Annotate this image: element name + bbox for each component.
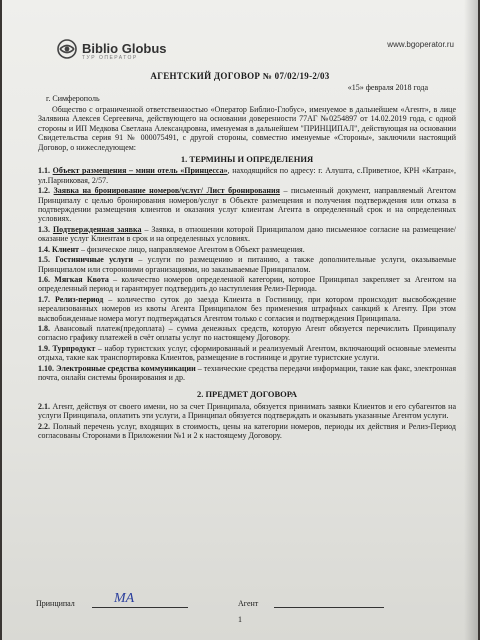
definition-text: Авансовый платеж(предоплата) – сумма денежных средств, которую Агент обязуется перечислить Принципалу согласно графику платежей в счёт оплаты услуг по настоящему Договору. — [38, 323, 456, 343]
definition-number: 1.5. — [38, 255, 50, 265]
definition-text: , находящийся по адресу: г. Алушта, с.Приветное, КРН «Катран», ул.Парниковая, 2/57. — [38, 166, 457, 185]
document-city: г. Симферополь — [46, 94, 100, 103]
document-body — [38, 105, 456, 441]
definition-text: – Заявка, в отношении которой Принципалом дано письменное согласие на размещение/оказание услуг Клиентам в срок и на определенных условиях. — [38, 224, 456, 244]
definition-number: 1.6. — [38, 274, 50, 284]
agent-label: Агент — [238, 599, 259, 608]
clause-text: Агент, действуя от своего имени, но за счет Принципала, обязуется принимать заявки Клиентов и его субагентов на услуги Принципала, оплатить эти услуги, а Принципал обязуется подтверждать и оказывать указанные Агентом услуги. — [38, 401, 456, 421]
page-number: 1 — [238, 615, 242, 624]
definition-text: – количество суток до заезда Клиента в Гостиницу, при котором происходит высвобождение нереализованных номеров из квоты Агента Принципалом без применения штрафных санкций к Агенту. При этом высвобожденные номера могут подтверждаться Агентом только с согласия и подтверждения Принципала. — [38, 294, 457, 323]
globe-logo-icon — [56, 38, 78, 65]
company-logo — [56, 38, 167, 65]
definition-term: Мягкая Квота — [54, 274, 109, 284]
logo-name: Biblio Globus — [82, 40, 167, 56]
definition-1-7 — [38, 295, 456, 323]
definition-1-8 — [38, 324, 456, 343]
definition-term: Заявка на бронирование номеров/услуг/ Лист бронирования — [53, 186, 280, 196]
clause-2-1 — [38, 402, 456, 421]
definition-term: Гостиничные услуги — [55, 255, 134, 265]
definition-text: – физическое лицо, направляемое Агентом в Объект размещения. — [79, 244, 305, 254]
document-title: АГЕНТСКИЙ ДОГОВОР № 07/02/19-2/03 — [150, 71, 330, 81]
definition-term: Клиент — [52, 244, 79, 254]
definition-term: Подтвержденная заявка — [52, 224, 142, 234]
clause-number: 2.2. — [38, 421, 50, 431]
definition-number: 1.1. — [38, 166, 50, 176]
clause-number: 2.1. — [38, 401, 50, 411]
definition-number: 1.10. — [38, 363, 54, 373]
definition-term: Объект размещения – мини отель «Принцесса» — [52, 166, 228, 176]
definition-text: – технические средства передачи информации, такие как факс, электронная почта, онлайн системы бронирования и др. — [38, 363, 456, 382]
definition-1-10 — [38, 364, 456, 383]
definition-1-6 — [38, 275, 456, 294]
website-url: www.bgoperator.ru — [387, 40, 454, 49]
principal-signature-line — [92, 607, 188, 608]
definition-1-3 — [38, 225, 456, 244]
letterhead — [46, 38, 456, 62]
definition-1-2 — [38, 186, 456, 224]
clause-text: Полный перечень услуг, входящих в стоимость, цены на категории номеров, периоды их действия и Релиз-Период согласованы Сторонами в Приложении №1 и 2 к настоящему Договору. — [38, 421, 456, 440]
definition-term: Электронные средства коммуникации — [56, 363, 196, 373]
clause-2-2 — [38, 422, 456, 441]
page-shadow — [464, 0, 478, 640]
definition-text: – письменный документ, направляемый Агентом Принципалу с целью бронирования номеров/услуг в Объекте размещения и получения подтверждения или отказа в подтверждении размещения клиентов и оказания услуг клиентам Агента в определенный срок и на определенных условиях. — [38, 186, 456, 224]
intro-paragraph: Общество с ограниченной ответственностью «Оператор Библио-Глобус», именуемое в дальнейшем «Агент», в лице Залявина Алексея Сергеевича, действующего на основании доверенности 77АГ №0254897 от 14.02.2019 года, с одной стороны и ИП Медкова Светлана Александровна, именуемая в дальнейшем "ПРИНЦИПАЛ", действующая на основании Свидетельства серия 91 № 000075491, с другой стороны, совместно именуемые «Стороны», заключили настоящий Договор, о нижеследующем: — [38, 105, 456, 152]
definition-number: 1.2. — [38, 186, 50, 196]
logo-subtitle: ТУР ОПЕРАТОР — [82, 54, 138, 61]
definition-number: 1.7. — [38, 294, 50, 304]
definition-text: – набор туристских услуг, сформированный и реализуемый Агентом, включающий основные элементы отдыха, такие как транспортировка Клиентов, размещение в гостинице и другие туристские услуги. — [38, 343, 457, 363]
definition-number: 1.9. — [38, 343, 50, 353]
document-page — [2, 0, 478, 640]
definition-term: Турпродукт — [52, 343, 96, 353]
definition-text: – количество номеров определенной категории, которое Принципал закрепляет за Агентом на определенный период и гарантирует подтвердить до наступления Релиз-Периода. — [38, 274, 457, 294]
principal-label: Принципал — [36, 599, 75, 608]
document-date: «15» февраля 2018 года — [347, 83, 428, 92]
definition-1-9 — [38, 344, 456, 363]
signature-row — [36, 591, 456, 611]
agent-signature-line — [274, 607, 384, 608]
definition-number: 1.8. — [38, 323, 50, 333]
section-2-title: 2. ПРЕДМЕТ ДОГОВОРА — [196, 389, 298, 400]
definition-number: 1.4. — [38, 244, 50, 254]
definition-1-5 — [38, 255, 456, 274]
definition-text: – услуги по размещению и питанию, а также дополнительные услуги, оказываемые Принципалом или сторонними организациями, но заказываемые Принципалом. — [38, 255, 457, 274]
definition-number: 1.3. — [38, 224, 50, 234]
section-1-title: 1. ТЕРМИНЫ И ОПРЕДЕЛЕНИЯ — [180, 154, 314, 165]
definition-term: Релиз-период — [54, 294, 104, 304]
definition-1-1 — [38, 166, 456, 185]
definition-1-4 — [38, 245, 456, 254]
principal-signature: МА — [114, 591, 135, 606]
